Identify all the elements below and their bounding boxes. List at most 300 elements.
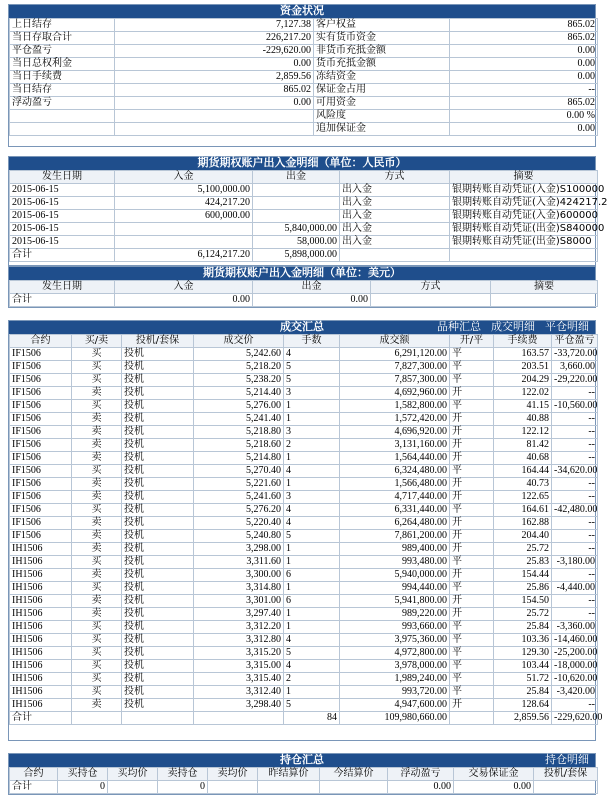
capital-value: 0.00 % — [450, 110, 598, 123]
column-header: 浮动盈亏 — [388, 768, 454, 781]
table-cell: 卖 — [72, 608, 122, 621]
table-row — [10, 556, 598, 569]
table-cell: -29,220.00 — [552, 374, 598, 387]
table-cell: -4,440.00 — [552, 582, 598, 595]
total-cell — [340, 249, 450, 262]
link-position-detail[interactable]: 持仓明细 — [545, 754, 589, 766]
table-cell: 3,301.00 — [194, 595, 284, 608]
usd-flow-table — [9, 280, 598, 307]
table-cell: 5,242.60 — [194, 348, 284, 361]
table-cell: 4,972,800.00 — [340, 647, 450, 660]
table-cell: 5,100,000.00 — [115, 184, 253, 197]
table-cell: IH1506 — [10, 608, 72, 621]
table-row — [10, 374, 598, 387]
table-cell: 投机 — [122, 660, 194, 673]
table-cell: 3,298.00 — [194, 543, 284, 556]
capital-label: 当日手续费 — [10, 71, 115, 84]
table-cell: 5,221.60 — [194, 478, 284, 491]
table-cell: 5,940,000.00 — [340, 569, 450, 582]
table-cell: 卖 — [72, 387, 122, 400]
table-cell: 投机 — [122, 686, 194, 699]
table-cell: 平 — [450, 647, 494, 660]
table-cell: IH1506 — [10, 569, 72, 582]
table-cell: 3,312.40 — [194, 686, 284, 699]
table-cell: 投机 — [122, 530, 194, 543]
table-row — [10, 491, 598, 504]
table-cell: 买 — [72, 621, 122, 634]
table-cell: 开 — [450, 439, 494, 452]
table-cell: -- — [552, 699, 598, 712]
table-cell: 204.29 — [494, 374, 552, 387]
table-cell: IF1506 — [10, 517, 72, 530]
column-header: 合约 — [10, 768, 58, 781]
column-header: 买/卖 — [72, 335, 122, 348]
total-cell — [320, 781, 388, 794]
table-cell: 买 — [72, 374, 122, 387]
capital-value: 0.00 — [450, 58, 598, 71]
table-cell: 128.64 — [494, 699, 552, 712]
table-cell: 5,941,800.00 — [340, 595, 450, 608]
table-cell: 5,218.80 — [194, 426, 284, 439]
table-cell: IH1506 — [10, 634, 72, 647]
total-cell — [194, 712, 284, 725]
table-cell: 1,564,440.00 — [340, 452, 450, 465]
table-cell: 5,840,000.00 — [253, 223, 340, 236]
table-cell: 5,240.80 — [194, 530, 284, 543]
table-cell: IF1506 — [10, 465, 72, 478]
table-cell: IH1506 — [10, 621, 72, 634]
table-cell: 3 — [284, 491, 340, 504]
table-cell: -- — [552, 543, 598, 556]
table-cell: 卖 — [72, 491, 122, 504]
table-cell: 4 — [284, 660, 340, 673]
table-cell: 989,220.00 — [340, 608, 450, 621]
table-row — [10, 517, 598, 530]
total-cell: 0.00 — [454, 781, 534, 794]
column-header: 投机/套保 — [534, 768, 598, 781]
table-cell: 卖 — [72, 413, 122, 426]
table-cell: 5,270.40 — [194, 465, 284, 478]
capital-label: 实有货币资金 — [314, 32, 450, 45]
table-cell: 2015-06-15 — [10, 197, 115, 210]
table-row — [10, 582, 598, 595]
column-header: 入金 — [115, 171, 253, 184]
total-cell — [450, 712, 494, 725]
table-cell: IF1506 — [10, 387, 72, 400]
capital-label: 当日存取合计 — [10, 32, 115, 45]
capital-row — [10, 123, 598, 136]
table-cell: 3,315.00 — [194, 660, 284, 673]
table-cell: 买 — [72, 400, 122, 413]
total-cell — [258, 781, 320, 794]
total-cell: 合计 — [10, 294, 115, 307]
table-cell: 买 — [72, 686, 122, 699]
capital-value: 2,859.56 — [115, 71, 314, 84]
table-cell: IF1506 — [10, 361, 72, 374]
total-cell: 0.00 — [388, 781, 454, 794]
table-cell — [253, 197, 340, 210]
link-variety-summary[interactable]: 品种汇总 — [437, 321, 481, 333]
capital-section — [8, 4, 596, 147]
total-cell: -229,620.00 — [552, 712, 598, 725]
table-cell: 5 — [284, 374, 340, 387]
column-header: 平仓盈亏 — [552, 335, 598, 348]
table-cell: -- — [552, 413, 598, 426]
column-header: 买均价 — [108, 768, 158, 781]
table-cell: 3,300.00 — [194, 569, 284, 582]
table-cell: 3,312.20 — [194, 621, 284, 634]
table-cell: 卖 — [72, 699, 122, 712]
table-cell: IH1506 — [10, 543, 72, 556]
table-cell: 41.15 — [494, 400, 552, 413]
column-header: 卖均价 — [208, 768, 258, 781]
table-cell: 投机 — [122, 634, 194, 647]
rmb-flow-table — [9, 170, 608, 262]
positions-section — [8, 753, 596, 795]
total-cell — [371, 294, 491, 307]
table-cell: 4,696,920.00 — [340, 426, 450, 439]
capital-label: 非货币充抵金额 — [314, 45, 450, 58]
table-cell: -- — [552, 439, 598, 452]
table-cell: 平 — [450, 621, 494, 634]
table-cell: 25.83 — [494, 556, 552, 569]
table-cell: 1 — [284, 543, 340, 556]
capital-label: 货币充抵金额 — [314, 58, 450, 71]
total-row — [10, 781, 598, 794]
table-cell: -3,360.00 — [552, 621, 598, 634]
table-cell: 2015-06-15 — [10, 210, 115, 223]
table-cell: 3 — [284, 426, 340, 439]
table-cell: 卖 — [72, 478, 122, 491]
table-cell: 154.50 — [494, 595, 552, 608]
table-cell: 4 — [284, 465, 340, 478]
table-cell: 银期转账自动凭证(入金)424217.2 — [450, 197, 598, 210]
table-cell: 25.84 — [494, 621, 552, 634]
table-cell: -18,000.00 — [552, 660, 598, 673]
capital-label: 上日结存 — [10, 19, 115, 32]
total-cell — [122, 712, 194, 725]
table-cell: 卖 — [72, 543, 122, 556]
total-cell — [450, 249, 598, 262]
table-cell: 买 — [72, 634, 122, 647]
table-cell: IF1506 — [10, 530, 72, 543]
table-row — [10, 348, 598, 361]
table-cell: -3,180.00 — [552, 556, 598, 569]
table-cell: IF1506 — [10, 439, 72, 452]
table-cell: 424,217.20 — [115, 197, 253, 210]
table-row — [10, 634, 598, 647]
table-cell: 卖 — [72, 439, 122, 452]
table-cell: 1 — [284, 621, 340, 634]
table-cell: 买 — [72, 504, 122, 517]
table-cell: 4,692,960.00 — [340, 387, 450, 400]
table-cell: 平 — [450, 634, 494, 647]
table-cell: 4 — [284, 348, 340, 361]
column-header: 手续费 — [494, 335, 552, 348]
table-cell: IF1506 — [10, 400, 72, 413]
table-cell: 开 — [450, 491, 494, 504]
rmb-flow-section — [8, 156, 608, 266]
table-cell: 994,440.00 — [340, 582, 450, 595]
table-cell: IH1506 — [10, 673, 72, 686]
table-cell: 4 — [284, 634, 340, 647]
table-cell: 开 — [450, 413, 494, 426]
table-cell: 989,400.00 — [340, 543, 450, 556]
table-cell: 58,000.00 — [253, 236, 340, 249]
table-cell: 5,220.40 — [194, 517, 284, 530]
capital-label: 冻结资金 — [314, 71, 450, 84]
table-cell: 投机 — [122, 478, 194, 491]
table-cell: 5,241.60 — [194, 491, 284, 504]
table-cell: 3,297.40 — [194, 608, 284, 621]
table-row — [10, 426, 598, 439]
column-header: 交易保证金 — [454, 768, 534, 781]
table-cell: IF1506 — [10, 491, 72, 504]
table-cell: 5,218.20 — [194, 361, 284, 374]
capital-value: 865.02 — [450, 32, 598, 45]
table-cell: IF1506 — [10, 478, 72, 491]
table-cell: 5,241.40 — [194, 413, 284, 426]
table-cell: -34,620.00 — [552, 465, 598, 478]
table-cell: 投机 — [122, 673, 194, 686]
table-cell: 卖 — [72, 595, 122, 608]
table-cell: -- — [552, 595, 598, 608]
table-cell: -- — [552, 387, 598, 400]
table-cell: 204.40 — [494, 530, 552, 543]
table-cell: 3,298.40 — [194, 699, 284, 712]
table-row — [10, 530, 598, 543]
table-cell: -- — [552, 569, 598, 582]
table-row — [10, 465, 598, 478]
table-cell: 投机 — [122, 621, 194, 634]
table-cell: 投机 — [122, 361, 194, 374]
table-cell: 开 — [450, 452, 494, 465]
table-cell: 3,315.40 — [194, 673, 284, 686]
table-cell: 5,214.80 — [194, 452, 284, 465]
capital-value: -229,620.00 — [115, 45, 314, 58]
link-trade-detail[interactable]: 成交明细 — [491, 321, 535, 333]
capital-value: 7,127.38 — [115, 19, 314, 32]
total-row — [10, 294, 598, 307]
table-cell: 81.42 — [494, 439, 552, 452]
table-cell: 卖 — [72, 517, 122, 530]
total-cell: 合计 — [10, 712, 72, 725]
capital-empty — [10, 123, 115, 136]
table-cell: 7,827,300.00 — [340, 361, 450, 374]
table-cell: 162.88 — [494, 517, 552, 530]
column-header: 发生日期 — [10, 281, 115, 294]
capital-value: 865.02 — [115, 84, 314, 97]
table-row — [10, 184, 598, 197]
table-cell: 投机 — [122, 348, 194, 361]
table-cell: 平 — [450, 361, 494, 374]
trades-title: 成交汇总 — [280, 321, 324, 333]
table-cell: 4 — [284, 517, 340, 530]
table-cell: 买 — [72, 660, 122, 673]
table-cell: 投机 — [122, 582, 194, 595]
table-cell: 3,131,160.00 — [340, 439, 450, 452]
table-cell: 3,314.80 — [194, 582, 284, 595]
table-cell: 993,660.00 — [340, 621, 450, 634]
table-cell: 3,975,360.00 — [340, 634, 450, 647]
table-cell: 平 — [450, 660, 494, 673]
usd-flow-section — [8, 266, 596, 308]
table-cell: 1 — [284, 413, 340, 426]
table-cell: 25.84 — [494, 686, 552, 699]
table-cell: 投机 — [122, 699, 194, 712]
table-row — [10, 197, 598, 210]
table-cell: 银期转账自动凭证(出金)S8000 — [450, 236, 598, 249]
table-row — [10, 608, 598, 621]
table-cell: 164.44 — [494, 465, 552, 478]
positions-table — [9, 767, 598, 794]
table-cell: -- — [552, 517, 598, 530]
table-cell: 银期转账自动凭证(入金)600000 — [450, 210, 598, 223]
table-cell: 平 — [450, 582, 494, 595]
table-cell: 6,324,480.00 — [340, 465, 450, 478]
table-cell: 3,312.80 — [194, 634, 284, 647]
total-cell: 6,124,217.20 — [115, 249, 253, 262]
table-cell: 出入金 — [340, 184, 450, 197]
capital-value: 0.00 — [115, 58, 314, 71]
total-cell: 0 — [58, 781, 108, 794]
table-cell: IH1506 — [10, 582, 72, 595]
table-cell: 银期转账自动凭证(入金)S100000 — [450, 184, 598, 197]
column-header: 今结算价 — [320, 768, 388, 781]
table-cell: IH1506 — [10, 699, 72, 712]
table-row — [10, 595, 598, 608]
table-cell: 开 — [450, 595, 494, 608]
table-cell: 164.61 — [494, 504, 552, 517]
total-cell: 合计 — [10, 249, 115, 262]
table-cell: -- — [552, 426, 598, 439]
capital-value: 0.00 — [115, 97, 314, 110]
table-cell: 2015-06-15 — [10, 236, 115, 249]
table-cell: 投机 — [122, 608, 194, 621]
table-cell: 买 — [72, 582, 122, 595]
capital-value: 865.02 — [450, 97, 598, 110]
table-cell: IF1506 — [10, 504, 72, 517]
table-cell: 5,276.00 — [194, 400, 284, 413]
table-cell: 5 — [284, 699, 340, 712]
table-cell: 1 — [284, 400, 340, 413]
capital-value: -- — [450, 84, 598, 97]
table-cell: 5 — [284, 361, 340, 374]
capital-label: 当日结存 — [10, 84, 115, 97]
table-cell: -- — [552, 478, 598, 491]
table-row — [10, 439, 598, 452]
table-cell: 开 — [450, 426, 494, 439]
link-close-detail[interactable]: 平仓明细 — [545, 321, 589, 333]
table-cell: 投机 — [122, 556, 194, 569]
capital-row — [10, 58, 598, 71]
table-cell: 1,582,800.00 — [340, 400, 450, 413]
column-header: 出金 — [253, 281, 371, 294]
table-cell: 5 — [284, 647, 340, 660]
table-row — [10, 543, 598, 556]
total-cell — [208, 781, 258, 794]
trades-section — [8, 320, 603, 741]
table-cell: -33,720.00 — [552, 348, 598, 361]
table-cell: IF1506 — [10, 348, 72, 361]
table-cell: 卖 — [72, 426, 122, 439]
table-cell: 129.30 — [494, 647, 552, 660]
table-cell: 投机 — [122, 413, 194, 426]
column-header: 卖持仓 — [158, 768, 208, 781]
table-cell: -10,620.00 — [552, 673, 598, 686]
table-cell: IH1506 — [10, 686, 72, 699]
total-cell: 0.00 — [115, 294, 253, 307]
table-cell: -- — [552, 530, 598, 543]
total-row — [10, 249, 598, 262]
table-cell: 6,291,120.00 — [340, 348, 450, 361]
table-cell: -- — [552, 452, 598, 465]
table-cell: 开 — [450, 608, 494, 621]
table-cell — [115, 236, 253, 249]
capital-row — [10, 45, 598, 58]
table-cell: 993,480.00 — [340, 556, 450, 569]
table-cell — [253, 184, 340, 197]
table-cell: 3,978,000.00 — [340, 660, 450, 673]
table-cell: 6,331,440.00 — [340, 504, 450, 517]
column-header: 方式 — [371, 281, 491, 294]
total-cell: 109,980,660.00 — [340, 712, 450, 725]
total-cell: 84 — [284, 712, 340, 725]
table-cell: 3,660.00 — [552, 361, 598, 374]
table-cell: 平 — [450, 374, 494, 387]
table-cell: 平 — [450, 400, 494, 413]
table-cell: -10,560.00 — [552, 400, 598, 413]
table-cell: 1 — [284, 556, 340, 569]
table-cell: 2 — [284, 673, 340, 686]
table-cell: 买 — [72, 673, 122, 686]
table-cell: 122.65 — [494, 491, 552, 504]
table-cell: 40.88 — [494, 413, 552, 426]
table-cell: 投机 — [122, 504, 194, 517]
table-cell: -- — [552, 491, 598, 504]
table-cell: 出入金 — [340, 223, 450, 236]
table-cell: IF1506 — [10, 452, 72, 465]
table-cell: 600,000.00 — [115, 210, 253, 223]
table-cell: 40.68 — [494, 452, 552, 465]
table-cell: 5 — [284, 530, 340, 543]
table-cell: 3,311.60 — [194, 556, 284, 569]
table-cell: 1 — [284, 686, 340, 699]
table-row — [10, 647, 598, 660]
capital-row — [10, 19, 598, 32]
capital-label: 可用资金 — [314, 97, 450, 110]
total-row — [10, 712, 598, 725]
total-cell: 5,898,000.00 — [253, 249, 340, 262]
table-cell: IF1506 — [10, 374, 72, 387]
capital-label: 追加保证金 — [314, 123, 450, 136]
table-row — [10, 621, 598, 634]
table-cell: 203.51 — [494, 361, 552, 374]
column-header: 开/平 — [450, 335, 494, 348]
capital-value: 865.02 — [450, 19, 598, 32]
table-row — [10, 361, 598, 374]
table-cell: 投机 — [122, 374, 194, 387]
total-cell: 合计 — [10, 781, 58, 794]
table-cell: 1,989,240.00 — [340, 673, 450, 686]
column-header: 成交额 — [340, 335, 450, 348]
table-cell: -42,480.00 — [552, 504, 598, 517]
table-cell: 1 — [284, 582, 340, 595]
table-cell: 平 — [450, 348, 494, 361]
table-cell: 25.72 — [494, 543, 552, 556]
capital-value: 0.00 — [450, 71, 598, 84]
table-cell: -- — [552, 608, 598, 621]
